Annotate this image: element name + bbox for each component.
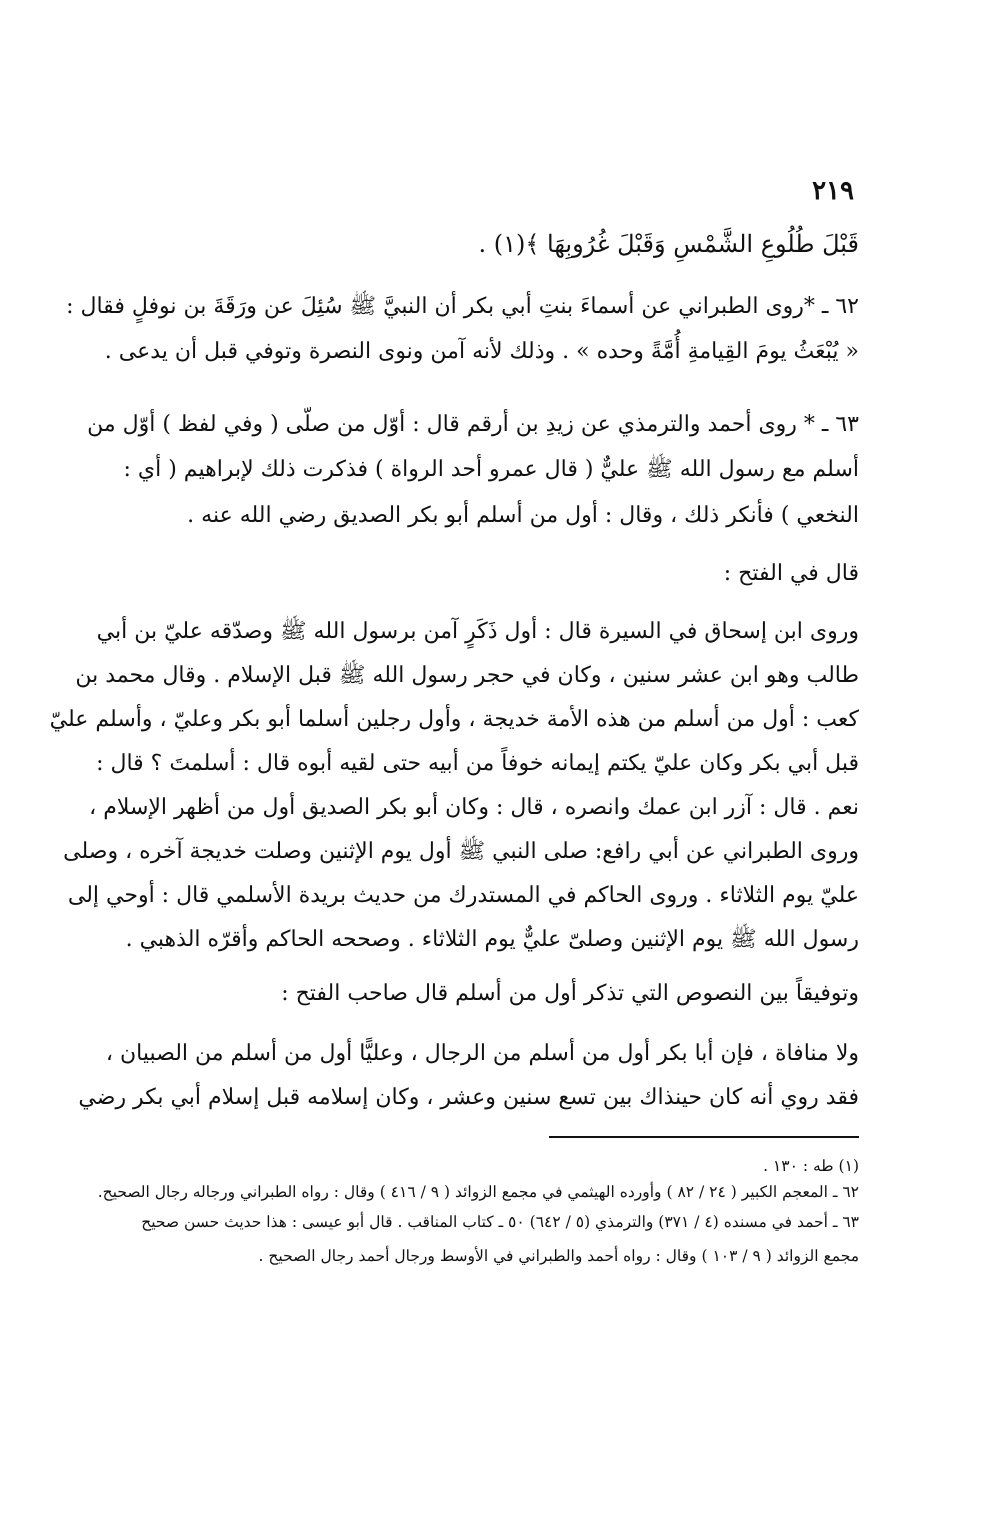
reconciliation-intro: وتوفيقاً بين النصوص التي تذكر أول من أسلم قال صاحب الفتح : — [281, 981, 859, 1006]
hadith-62-line-2: « يُبْعَثُ يومَ القِيامةِ أُمَّةً وحده » . وذلك لأنه آمن ونوى النصرة وتوفي قبل أن يدعى . — [104, 339, 859, 364]
footnote-63-cont: مجمع الزوائد ( ٩ / ١٠٣ ) وقال : رواه أحمد والطبراني في الأوسط ورجال أحمد رجال الصحيح . — [258, 1247, 859, 1265]
paragraph-line: وروى ابن إسحاق في السيرة قال : أول ذَكَرٍ آمن برسول الله ﷺ وصدّقه عليّ بن أبي — [96, 619, 859, 644]
paragraph-line: عليّ يوم الثلاثاء . وروى الحاكم في المستدرك من حديث بريدة الأسلمي قال : أوحي إلى — [67, 883, 859, 908]
footnote-divider — [549, 1136, 859, 1138]
paragraph-line: كعب : أول من أسلم من هذه الأمة خديجة ، وأول رجلين أسلما أبو بكر وعليّ ، وأسلم عليّ — [49, 707, 859, 732]
paragraph-line: نعم . قال : آزر ابن عمك وانصره ، قال : وكان أبو بكر الصديق أول من أظهر الإسلام ، — [89, 795, 859, 820]
hadith-63-line-2: أسلم مع رسول الله ﷺ عليٌّ ( قال عمرو أحد الرواة ) فذكرت ذلك لإبراهيم ( أي : — [123, 457, 859, 482]
hadith-63-line-1: ٦٣ ـ * روى أحمد والترمذي عن زيدِ بن أرقم قال : أوّل من صلّى ( وفي لفظ ) أوّل من — [87, 412, 859, 437]
hadith-62-line-1: ٦٢ ـ *روى الطبراني عن أسماءَ بنتِ أبي بكر أن النبيَّ ﷺ سُئِلَ عن ورَقَةَ بن نوفلٍ فقال : — [66, 294, 859, 319]
paragraph-line: وروى الطبراني عن أبي رافع: صلى النبي ﷺ أول يوم الإثنين وصلت خديجة آخره ، وصلى — [63, 839, 859, 864]
paragraph-line: فقد روي أنه كان حينذاك بين تسع سنين وعشر ، وكان إسلامه قبل إسلام أبي بكر رضي — [78, 1085, 859, 1110]
paragraph-line: رسول الله ﷺ يوم الإثنين وصلىّ عليٌّ يوم الثلاثاء . وصححه الحاكم وأقرّه الذهبي . — [125, 927, 859, 952]
section-heading-fath: قال في الفتح : — [723, 561, 859, 586]
hadith-63-line-3: النخعي ) فأنكر ذلك ، وقال : أول من أسلم أبو بكر الصديق رضي الله عنه . — [187, 503, 859, 528]
footnote-1: (١) طه : ١٣٠ . — [763, 1157, 859, 1175]
footnote-62: ٦٢ ـ المعجم الكبير ( ٢٤ / ٨٢ ) وأورده الهيثمي في مجمع الزوائد ( ٩ / ٤١٦ ) وقال : رواه الطبراني ورجاله رجال الصحيح. — [97, 1183, 859, 1201]
paragraph-line: طالب وهو ابن عشر سنين ، وكان في حجر رسول الله ﷺ قبل الإسلام . وقال محمد بن — [75, 663, 859, 688]
footnote-63: ٦٣ ـ أحمد في مسنده (٤ / ٣٧١) والترمذي (٥ / ٦٤٢) ٥٠ ـ كتاب المناقب . قال أبو عيسى : هذا حديث حسن صحيح — [141, 1213, 859, 1231]
page-number: ٢١٩ — [812, 176, 854, 206]
paragraph-line: ولا منافاة ، فإن أبا بكر أول من أسلم من الرجال ، وعليًّا أول من أسلم من الصبيان ، — [105, 1041, 859, 1066]
paragraph-line: قبل أبي بكر وكان عليّ يكتم إيمانه خوفاً من أبيه حتى لقيه أبوه قال : أسلمتَ ؟ قال : — [96, 751, 859, 776]
quran-verse-line: قَبْلَ طُلُوعِ الشَّمْسِ وَقَبْلَ غُرُوبِهَا ﴾(١) . — [478, 230, 859, 258]
